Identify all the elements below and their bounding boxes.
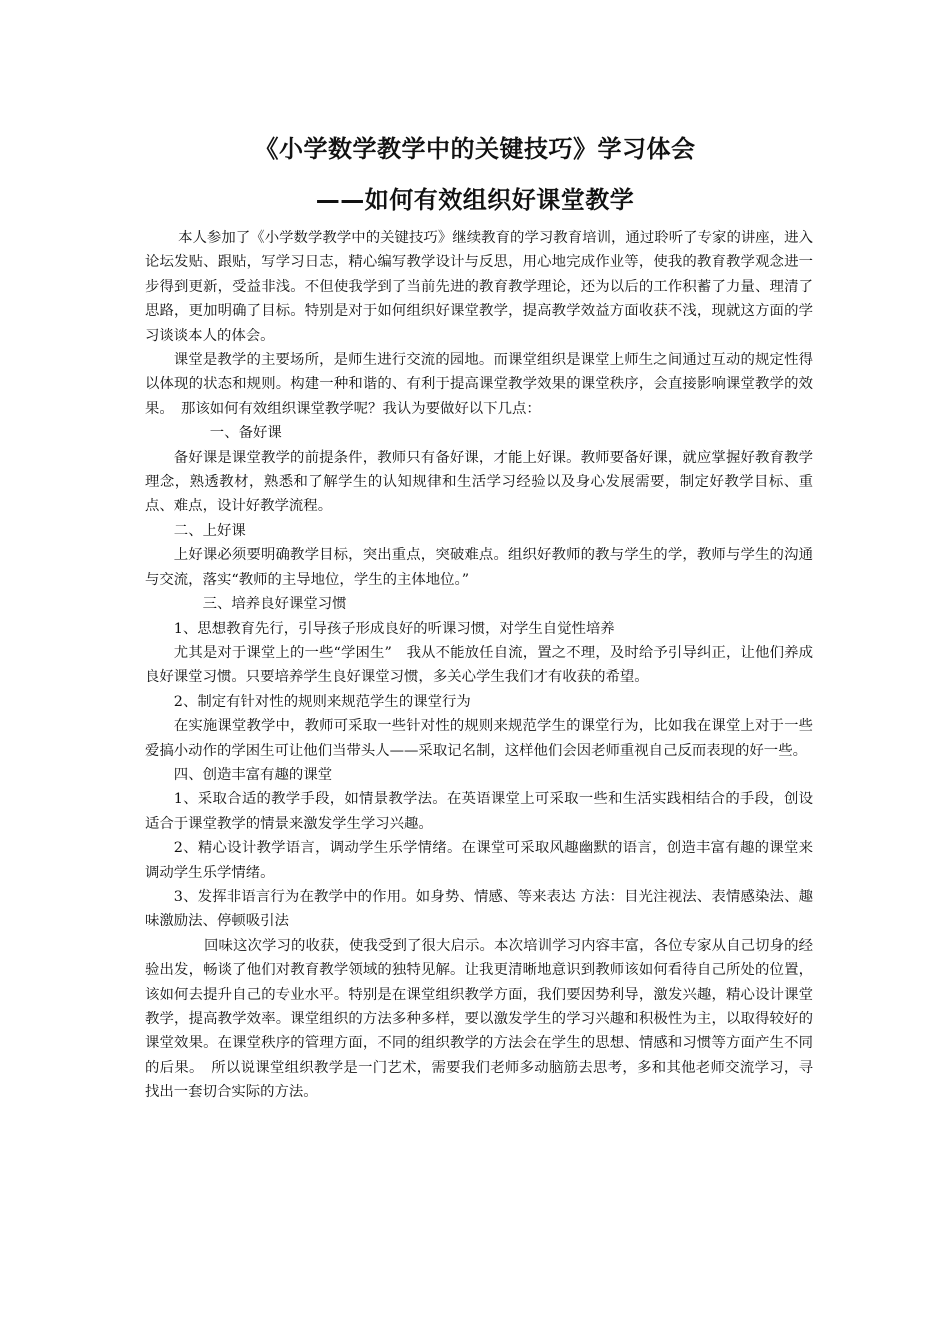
document-body [145, 226, 813, 1105]
closing-paragraph: 回味这次学习的收获，使我受到了很大启示。本次培训学习内容丰富，各位专家从自己切身的经验出发，畅谈了他们对教育教学领域的独特见解。让我更清晰地意识到教师该如何看待自己所处的位置，该如何去提升自己的专业水平。特别是在课堂组织教学方面，我们要因势利导，激发兴趣，精心设计课堂教学，提高教学效率。课堂组织的方法多种多样，要以激发学生的学习兴趣和积极性为主，以取得较好的课堂效果。在课堂秩序的管理方面，不同的组织教学的方法会在学生的思想、情感和习惯等方面产生不同的后果。 所以说课堂组织教学是一门艺术，需要我们老师多动脑筋去思考，多和其他老师交流学习，寻找出一套切合实际的方法。 [145, 937, 813, 1101]
section-heading: 一、备好课 [209, 425, 282, 442]
body-paragraph: 备好课是课堂教学的前提条件，教师只有备好课，才能上好课。教师要备好课，就应掌握好教育教学理念，熟透教材，熟悉和了解学生的认知规律和生活学习经验以及身心发展需要，制定好教学目标、重点、难点，设计好教学流程。 [145, 449, 813, 515]
body-paragraph: 在实施课堂教学中，教师可采取一些针对性的规则来规范学生的课堂行为，比如我在课堂上对于一些爱搞小动作的学困生可让他们当带头人——采取记名制，这样他们会因老师重视自己反而表现的好一些。 [145, 718, 813, 759]
section-heading: 三、培养良好课堂习惯 [202, 596, 347, 613]
subsection-heading: 2、制定有针对性的规则来规范学生的课堂行为 [173, 693, 471, 710]
body-paragraph: 上好课必须要明确教学目标，突出重点，突破难点。组织好教师的教与学生的学，教师与学生的沟通与交流，落实“教师的主导地位，学生的主体地位。” [145, 547, 813, 588]
document-title: 《小学数学教学中的关键技巧》学习体会 [254, 135, 696, 163]
section-heading: 二、上好课 [173, 522, 246, 539]
body-paragraph: 尤其是对于课堂上的一些“学困生” 我从不能放任自流，置之不理，及时给予引导纠正，让他们养成良好课堂习惯。只要培养学生良好课堂习惯，多关心学生我们才有收获的希望。 [145, 644, 813, 686]
section-heading: 四、创造丰富有趣的课堂 [173, 766, 333, 783]
body-paragraph: 课堂是教学的主要场所，是师生进行交流的园地。而课堂组织是课堂上师生之间通过互动的规定性得以体现的状态和规则。构建一种和谐的、有利于提高课堂教学效果的课堂秩序，会直接影响课堂教学的效果。 那该如何有效组织课堂教学呢？我认为要做好以下几点： [145, 352, 813, 417]
subsection-heading: 1、思想教育先行，引导孩子形成良好的听课习惯，对学生自觉性培养 [173, 620, 615, 637]
document-subtitle: ——如何有效组织好课堂教学 [315, 186, 635, 214]
body-paragraph: 2、精心设计教学语言，调动学生乐学情绪。在课堂可采取风趣幽默的语言，创造丰富有趣的课堂来调动学生乐学情绪。 [145, 840, 813, 881]
intro-paragraph: 本人参加了《小学数学教学中的关键技巧》继续教育的学习教育培训，通过聆听了专家的讲座，进入论坛发贴、跟贴，写学习日志，精心编写教学设计与反思，用心地完成作业等，使我的教育教学观念进一步得到更新，受益非浅。不但使我学到了当前先进的教育教学理论，还为以后的工作积蓄了力量、理清了思路，更加明确了目标。特别是对于如何组织好课堂教学，提高教学效益方面收获不浅，现就这方面的学习谈谈本人的体会。 [145, 230, 813, 344]
body-paragraph: 3、发挥非语言行为在教学中的作用。如身势、情感、等来表达 方法：目光注视法、表情感染法、趣味激励法、停顿吸引法 [145, 888, 813, 930]
body-paragraph: 1、采取合适的教学手段，如情景教学法。在英语课堂上可采取一些和生活实践相结合的手段，创设适合于课堂教学的情景来激发学生学习兴趣。 [145, 791, 813, 832]
